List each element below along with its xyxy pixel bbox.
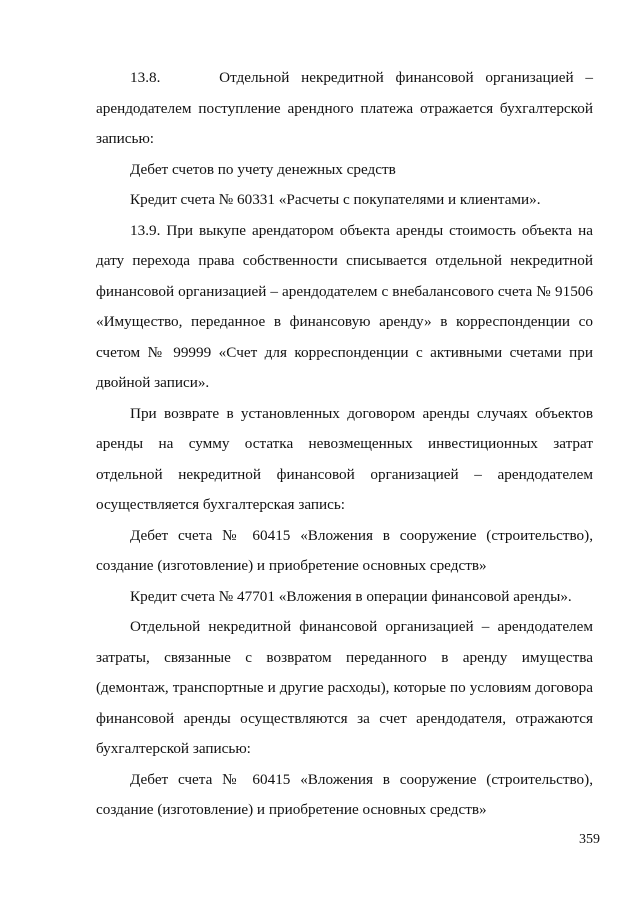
paragraph-13-8: 13.8. Отдельной некредитной финансовой организацией – арендодателем поступление арендного платежа отражается бухгалтерской записью: xyxy=(96,69,593,147)
paragraph-debit-60415: Дебет счета № 60415 «Вложения в сооружение (строительство), создание (изготовление) и приобретение основных средств» xyxy=(96,526,593,574)
paragraph-return-objects: При возврате в установленных договором аренды случаях объектов аренды на сумму остатка невозмещенных инвестиционных затрат отдельной некредитной финансовой организацией – арендодателем осуществляется бухгалтерская запись: xyxy=(96,404,593,513)
paragraph-debit-60415-second: Дебет счета № 60415 «Вложения в сооружение (строительство), создание (изготовление) и приобретение основных средств» xyxy=(96,770,593,818)
paragraph-debit-cash: Дебет счетов по учету денежных средств xyxy=(130,160,396,178)
page-number: 359 xyxy=(579,832,600,847)
document-body xyxy=(96,63,593,826)
paragraph-return-costs: Отдельной некредитной финансовой организацией – арендодателем затраты, связанные с возвратом переданного в аренду имущества (демонтаж, транспортные и другие расходы), которые по условиям договора финансовой аренды осуществляются за счет арендодателя, отражаются бухгалтерской записью: xyxy=(96,618,593,757)
paragraph-credit-60331: Кредит счета № 60331 «Расчеты с покупателями и клиентами». xyxy=(130,191,541,208)
paragraph-credit-47701: Кредит счета № 47701 «Вложения в операции финансовой аренды». xyxy=(130,587,572,605)
paragraph-13-9: 13.9. При выкупе арендатором объекта аренды стоимость объекта на дату перехода права собственности списывается отдельной некредитной финансовой организацией – арендодателем с внебалансового счета № 91506 «Имущество, переданное в финансовую аренду» в корреспонденции со счетом № 99999 «Счет для корреспонденции с активными счетами при двойной записи». xyxy=(96,221,593,391)
